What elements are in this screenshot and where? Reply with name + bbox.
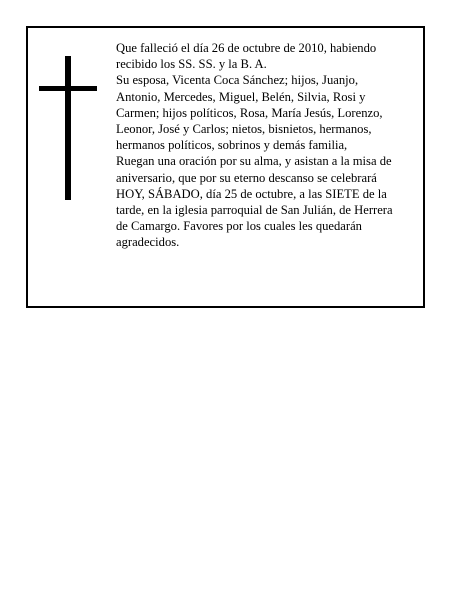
- obituary-line: tarde, en la iglesia parroquial de San Julián, de Herrera: [116, 203, 393, 218]
- obituary-line: aniversario, que por su eterno descanso se celebrará: [116, 170, 377, 185]
- cross-vertical-bar: [65, 56, 71, 200]
- cross-icon: [39, 56, 97, 200]
- obituary-line: Que falleció el día 26 de octubre de 2010, habiendo: [116, 41, 377, 55]
- obituary-line: Ruegan una oración por su alma, y asistan a la misa de: [116, 154, 392, 169]
- obituary-line: hermanos políticos, sobrinos y demás familia,: [116, 138, 348, 153]
- cross-horizontal-bar: [39, 86, 97, 91]
- obituary-line: Carmen; hijos políticos, Rosa, María Jesús, Lorenzo,: [116, 105, 383, 120]
- obituary-line: agradecidos.: [116, 235, 180, 250]
- obituary-line: HOY, SÁBADO, día 25 de octubre, a las SIETE de la: [116, 186, 387, 201]
- obituary-line: recibido los SS. SS. y la B. A.: [116, 57, 267, 72]
- obituary-notice: [26, 26, 425, 308]
- obituary-line: Antonio, Mercedes, Miguel, Belén, Silvia, Rosi y: [116, 89, 366, 104]
- obituary-line: de Camargo. Favores por los cuales les quedarán: [116, 219, 362, 234]
- obituary-line: Su esposa, Vicenta Coca Sánchez; hijos, Juanjo,: [116, 73, 359, 88]
- obituary-line: Leonor, José y Carlos; nietos, bisnietos, hermanos,: [116, 122, 372, 137]
- obituary-text: [116, 40, 422, 251]
